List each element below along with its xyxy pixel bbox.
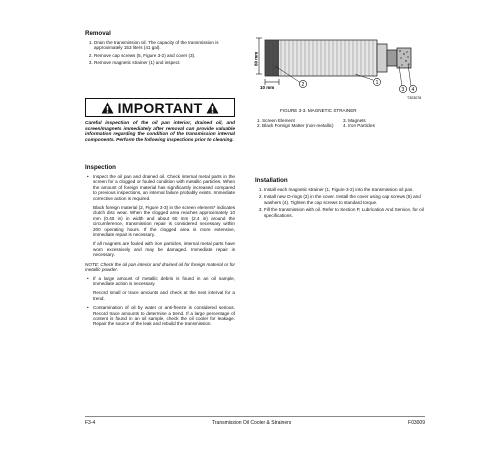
inspection-note: NOTE: Check the oil pan interior and drained oil for foreign material or for metallic powder. bbox=[85, 261, 235, 273]
legend-row bbox=[257, 123, 427, 128]
warning-icon bbox=[206, 102, 219, 114]
dim-vertical-label: 60 mm bbox=[253, 51, 259, 66]
footer-divider bbox=[85, 416, 425, 417]
dim-horizontal-label: 10 mm bbox=[260, 85, 275, 90]
installation-step: 3. Fill the transmission with oil. Refer to Section P, Lubrication And Service, for oil specifications. bbox=[264, 207, 425, 218]
removal-steps bbox=[85, 40, 235, 66]
inspection-list bbox=[85, 174, 235, 258]
list-item bbox=[93, 174, 235, 258]
installation-step: 2. Install new O-rings (2) in the cover. Install the cover using cap screws (5) and washers (4). Tighten the cap screws to standard torque. bbox=[264, 194, 425, 205]
legend-item: 4. Iron Particles bbox=[343, 123, 375, 129]
inspection-heading: Inspection bbox=[85, 164, 116, 171]
installation-section bbox=[255, 177, 425, 220]
callout-1: 1 bbox=[375, 79, 379, 86]
magnetic-strainer-figure bbox=[255, 30, 425, 102]
removal-step: 2. Remove cap screws (5, Figure 3-2) and cover (3). bbox=[94, 53, 235, 58]
figure-legend bbox=[257, 118, 427, 129]
removal-heading: Removal bbox=[85, 30, 111, 37]
figure-caption: FIGURE 3-3. MAGNETIC STRAINER bbox=[280, 108, 357, 113]
page-footer bbox=[85, 420, 425, 426]
removal-step: 1. Drain the transmission oil. The capacity of the transmission is approximately 153 liters (41 gal). bbox=[94, 40, 235, 51]
inspection-paragraph: Black foreign material (2, Figure 3-3) in the screen element* indicates clutch disc wear. When the clogged area reaches approximately 10 mm (0.40 in) in width and about 60 mm (2.4 in) around the circumference, transmission repair is considered necessary within 200 operating hours. If the clogged area is more extensive, immediate repair is necessary. bbox=[93, 205, 235, 238]
inspection-paragraph: Record small or trace amounts and check at the next interval for a trend. bbox=[93, 290, 235, 301]
legend-item: 3. Magnets bbox=[343, 118, 366, 123]
footer-page-number: F3-4 bbox=[85, 420, 96, 426]
callout-2: 2 bbox=[301, 81, 305, 88]
warning-icon bbox=[101, 102, 114, 114]
inspection-bullet-2: If a large amount of metallic debris is found in an oil sample, immediate action is necessary. bbox=[93, 275, 235, 286]
important-warning-text: Careful inspection of the oil pan interior, drained oil, and screen/magnets immediately after removal can provide valuable information regarding the condition of the transmission internal components. Perform the following inspections prior to cleaning. bbox=[85, 121, 235, 144]
legend-item: 2. Black Foreign Matter (non-metallic) bbox=[257, 123, 334, 129]
list-item: • Contamination of oil by water or anti-freeze is considered serious. Record trace amounts to determine a trend. If a large percentage of content is found in an oil sample, check the oil cooler for leakage. Repair the source of the leak and rebuild the transmission. bbox=[93, 305, 235, 327]
inspection-section bbox=[85, 164, 235, 331]
inspection-paragraph: If all magnets are fouled with iron particles, internal metal parts have worn excessively and may be damaged. Immediate repair is necessary. bbox=[93, 241, 235, 258]
installation-steps bbox=[255, 187, 425, 218]
legend-item: 1. Screen Element bbox=[257, 118, 295, 123]
strainer-illustration bbox=[255, 30, 425, 102]
callout-4: 4 bbox=[411, 86, 415, 93]
important-banner bbox=[85, 98, 235, 117]
installation-heading: Installation bbox=[255, 177, 288, 184]
inspection-list-2 bbox=[85, 276, 235, 327]
installation-step: 1. Install each magnetic strainer (1, Figure 3-2) into the transmission oil pan. bbox=[264, 187, 425, 192]
list-item bbox=[93, 276, 235, 302]
footer-title: Transmission Oil Cooler & Strainers bbox=[212, 420, 292, 426]
removal-step: 3. Remove magnetic strainer (1) and inspect. bbox=[94, 60, 235, 65]
important-label: IMPORTANT bbox=[117, 99, 203, 116]
removal-section bbox=[85, 30, 235, 68]
inspection-bullet-1: Inspect the oil pan and drained oil. Check internal metal parts in the screen for a clogged or fouled condition with metallic particles. When the amount of foreign material has significantly increased compared to previous inspections, an internal failure probably exists. Immediate corrective action is required. bbox=[93, 174, 235, 201]
callout-3: 3 bbox=[401, 86, 405, 93]
figure-id: T303076 bbox=[407, 96, 422, 100]
footer-doc-id: F03009 bbox=[408, 420, 425, 426]
